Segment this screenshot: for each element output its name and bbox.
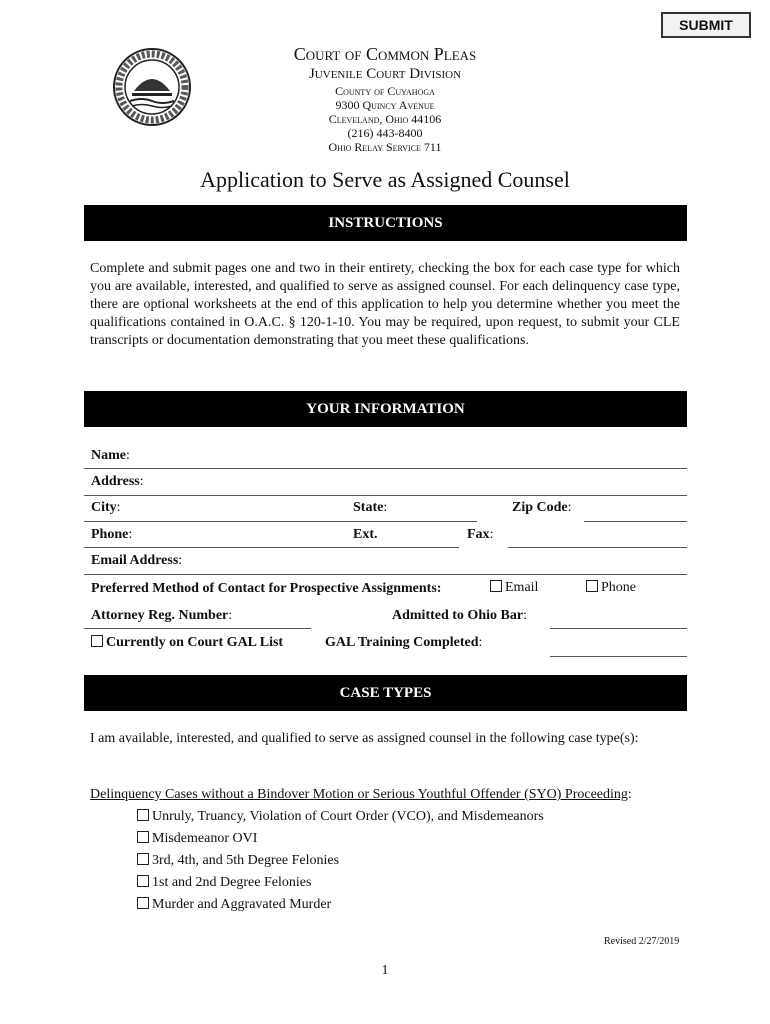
attorney-reg-field[interactable] (84, 628, 311, 629)
case-type-checkbox[interactable]: Murder and Aggravated Murder (137, 897, 331, 913)
ext-label: Ext. (353, 527, 378, 542)
division-name: Juvenile Court Division (308, 66, 462, 82)
preferred-contact-label: Preferred Method of Contact for Prospective Assignments: (91, 581, 442, 596)
checkbox-icon (137, 897, 149, 909)
checkbox-icon (490, 580, 502, 592)
gal-list-checkbox[interactable]: Currently on Court GAL List (91, 635, 283, 651)
address-label: Address: (91, 474, 144, 489)
fax-field[interactable] (508, 547, 687, 548)
case-type-checkbox[interactable]: 3rd, 4th, and 5th Degree Felonies (137, 853, 339, 869)
email-label: Email Address: (91, 553, 183, 568)
gal-training-label: GAL Training Completed: (325, 635, 483, 650)
email-field[interactable] (84, 574, 687, 575)
checkbox-icon (137, 831, 149, 843)
case-type-checkbox[interactable]: Misdemeanor OVI (137, 831, 257, 847)
page-title: Application to Serve as Assigned Counsel (200, 167, 570, 192)
checkbox-icon (137, 809, 149, 821)
court-phone: (216) 443-8400 (347, 126, 423, 140)
county-name: County of Cuyahoga (335, 84, 435, 98)
zip-code-field[interactable] (584, 521, 687, 522)
zip-code-label: Zip Code: (512, 500, 572, 515)
page-number: 1 (381, 963, 389, 978)
city-address: Cleveland, Ohio 44106 (328, 112, 442, 126)
checkbox-icon (586, 580, 598, 592)
admitted-bar-label: Admitted to Ohio Bar: (392, 608, 527, 623)
checkbox-icon (137, 875, 149, 887)
gal-training-field[interactable] (550, 656, 687, 657)
name-field[interactable] (84, 468, 687, 469)
admitted-bar-field[interactable] (550, 628, 687, 629)
case-types-intro: I am available, interested, and qualified to serve as assigned counsel in the following case type(s): (90, 731, 639, 746)
email-checkbox[interactable]: Email (490, 580, 538, 596)
state-label: State: (353, 500, 388, 515)
city-label: City: (91, 500, 121, 515)
fax-label: Fax: (467, 527, 494, 542)
phone-field[interactable] (84, 547, 459, 548)
instructions-text: Complete and submit pages one and two in their entirety, checking the box for each case type for which you are available, interested, and qualified to serve as assigned counsel. For each delinquency case type, there are optional worksheets at the end of this application to help you determine whether you meet the qualifications contained in O.A.C. § 120-1-10. You may be required, upon request, to submit your CLE transcripts or documentation demonstrating that you meet these qualifications. (90, 261, 680, 348)
attorney-reg-label: Attorney Reg. Number: (91, 608, 233, 623)
submit-button[interactable]: SUBMIT (661, 12, 751, 38)
delinquency-heading: Delinquency Cases without a Bindover Motion or Serious Youthful Offender (SYO) Proceeding: (90, 787, 632, 802)
street-address: 9300 Quincy Avenue (335, 98, 435, 112)
name-label: Name: (91, 448, 130, 463)
phone-label: Phone: (91, 527, 133, 542)
case-type-checkbox[interactable]: 1st and 2nd Degree Felonies (137, 875, 311, 891)
your-information-heading: YOUR INFORMATION (84, 391, 687, 427)
case-types-heading: CASE TYPES (84, 675, 687, 711)
checkbox-icon (91, 635, 103, 647)
revised-date: Revised 2/27/2019 (604, 936, 680, 947)
court-name: Court of Common Pleas (293, 44, 477, 64)
phone-checkbox[interactable]: Phone (586, 580, 636, 596)
checkbox-icon (137, 853, 149, 865)
city-state-field[interactable] (84, 521, 477, 522)
address-field[interactable] (84, 495, 687, 496)
instructions-heading: INSTRUCTIONS (84, 205, 687, 241)
relay-service: Ohio Relay Service 711 (328, 140, 442, 154)
case-type-checkbox[interactable]: Unruly, Truancy, Violation of Court Order (VCO), and Misdemeanors (137, 809, 544, 825)
